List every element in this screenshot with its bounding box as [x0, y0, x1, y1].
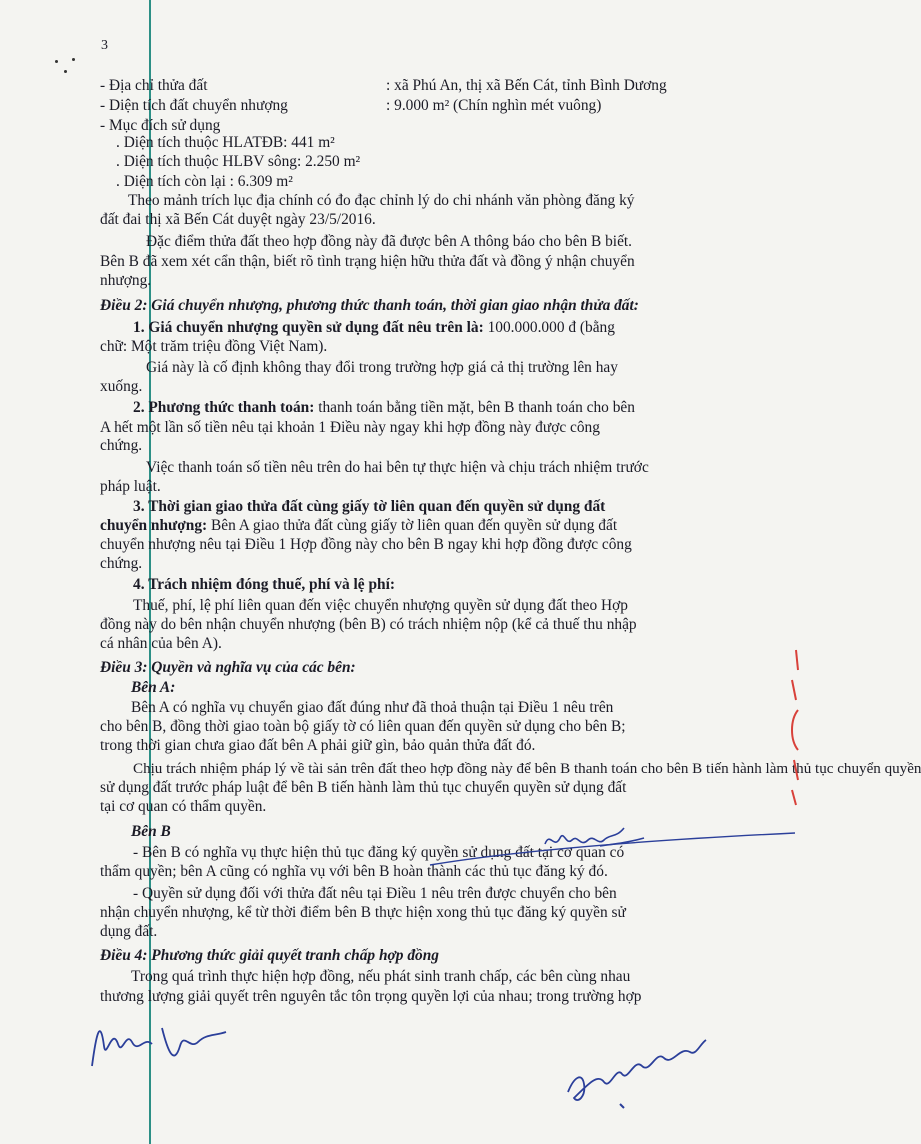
section-text: 100.000.000 đ (bằng	[483, 319, 615, 336]
article-3-heading: Điều 3: Quyền và nghĩa vụ của các bên:	[100, 659, 356, 676]
extract-paragraph: đất đai thị xã Bến Cát duyệt ngày 23/5/2016.	[100, 211, 376, 228]
section-line: Thuế, phí, lệ phí liên quan đến việc chuyển nhượng quyền sử dụng đất theo Hợp	[133, 597, 629, 614]
article-4-heading: Điều 4: Phương thức giải quyết tranh chấp hợp đồng	[100, 947, 439, 964]
section-line: Giá này là cố định không thay đổi trong trường hợp giá cả thị trường lên hay	[146, 359, 618, 376]
area-item: . Diện tích còn lại : 6.309 m²	[116, 173, 293, 190]
section-text: Bên A giao thửa đất cùng giấy tờ liên quan đến quyền sử dụng đất	[207, 517, 618, 534]
section-line: đồng này do bên nhận chuyển nhượng (bên B) có trách nhiệm nộp (kể cả thuế thu nhập	[100, 616, 637, 633]
party-a-line: Chịu trách nhiệm pháp lý về tài sản trên đất theo hợp đồng này để bên B thanh toán cho bên B tiến hành làm thủ tục chuyển quyền	[133, 761, 921, 777]
land-info-value: : xã Phú An, thị xã Bến Cát, tỉnh Bình Dương	[386, 77, 667, 94]
section-line: chuyển nhượng nêu tại Điều 1 Hợp đồng này cho bên B ngay khi hợp đồng được công	[100, 536, 632, 553]
party-a-line: tại cơ quan có thẩm quyền.	[100, 798, 267, 815]
party-a-line: Bên A có nghĩa vụ chuyển giao đất đúng như đã thoả thuận tại Điều 1 nêu trên	[131, 699, 614, 716]
party-b-line: nhận chuyển nhượng, kể từ thời điểm bên B thực hiện xong thủ tục đăng ký quyền sử	[100, 904, 626, 921]
scan-speck	[55, 60, 58, 63]
section-title: 2. Phương thức thanh toán:	[133, 399, 315, 416]
section-line: xuống.	[100, 378, 143, 395]
features-paragraph: Đặc điểm thửa đất theo hợp đồng này đã được bên A thông báo cho bên B biết.	[146, 233, 633, 250]
section-title: 1. Giá chuyển nhượng quyền sử dụng đất nêu trên là:	[133, 319, 484, 336]
land-info-label: - Mục đích sử dụng	[100, 117, 221, 134]
party-b-line: - Quyền sử dụng đối với thửa đất nêu tại Điều 1 nêu trên được chuyển cho bên	[133, 885, 617, 902]
section-line: A hết một lần số tiền nêu tại khoản 1 Điều này ngay khi hợp đồng này được công	[100, 419, 600, 436]
section-line: chứng.	[100, 555, 143, 572]
signature-stroke	[400, 825, 800, 875]
party-b-signature	[560, 1022, 710, 1112]
stamp-edge	[782, 640, 800, 810]
section-line: Việc thanh toán số tiền nêu trên do hai bên tự thực hiện và chịu trách nhiệm trước	[146, 459, 649, 476]
party-a-line: sử dụng đất trước pháp luật để bên B tiến hành làm thủ tục chuyển quyền sử dụng đất	[100, 779, 627, 796]
section-2-2	[133, 398, 635, 418]
section-line: cá nhân của bên A).	[100, 635, 222, 652]
article-4-line: Trong quá trình thực hiện hợp đồng, nếu phát sinh tranh chấp, các bên cùng nhau	[131, 968, 631, 985]
section-line: chứng.	[100, 437, 143, 454]
extract-paragraph: Theo mảnh trích lục địa chính có đo đạc chỉnh lý do chi nhánh văn phòng đăng ký	[128, 192, 635, 209]
land-info-label: - Địa chỉ thửa đất	[100, 77, 208, 94]
section-2-1	[133, 318, 615, 338]
party-a-heading: Bên A:	[131, 679, 176, 696]
land-info-value: : 9.000 m² (Chín nghìn mét vuông)	[386, 97, 602, 114]
area-item: . Diện tích thuộc HLBV sông: 2.250 m²	[116, 153, 361, 170]
features-paragraph: Bên B đã xem xét cẩn thận, biết rõ tình trạng hiện hữu thửa đất và đồng ý nhận chuyển	[100, 253, 635, 270]
party-b-line: thẩm quyền; bên A cũng có nghĩa vụ với bên B hoàn thành các thủ tục đăng ký đó.	[100, 863, 608, 880]
party-b-line: - Bên B có nghĩa vụ thực hiện thủ tục đăng ký quyền sử dụng đất tại cơ quan có	[133, 844, 625, 861]
section-title: chuyển nhượng:	[100, 517, 208, 534]
party-b-line: dụng đất.	[100, 923, 158, 940]
page-number: 3	[101, 38, 108, 53]
party-a-line: trong thời gian chưa giao đất bên A phải giữ gìn, bảo quản thửa đất đó.	[100, 737, 536, 754]
section-line: pháp luật.	[100, 478, 161, 495]
section-2-4-title: 4. Trách nhiệm đóng thuế, phí và lệ phí:	[133, 576, 395, 593]
section-text: thanh toán bằng tiền mặt, bên B thanh toán cho bên	[314, 399, 635, 416]
features-paragraph: nhượng.	[100, 272, 152, 289]
section-2-3-title: 3. Thời gian giao thửa đất cùng giấy tờ liên quan đến quyền sử dụng đất	[133, 498, 606, 515]
scan-speck	[64, 70, 67, 73]
section-line: chữ: Một trăm triệu đồng Việt Nam).	[100, 338, 328, 355]
party-b-heading: Bên B	[131, 823, 171, 840]
party-a-line: cho bên B, đồng thời giao toàn bộ giấy tờ có liên quan đến quyền sử dụng cho bên B;	[100, 718, 626, 735]
section-2-3	[100, 516, 617, 536]
scan-speck	[72, 58, 75, 61]
area-item: . Diện tích thuộc HLATĐB: 441 m²	[116, 134, 335, 151]
article-4-line: thương lượng giải quyết trên nguyên tắc tôn trọng quyền lợi của nhau; trong trường hợp	[100, 988, 642, 1005]
land-info-label: - Diện tích đất chuyển nhượng	[100, 97, 288, 114]
article-2-heading: Điều 2: Giá chuyển nhượng, phương thức thanh toán, thời gian giao nhận thửa đất:	[100, 297, 639, 314]
party-a-signature	[82, 1006, 232, 1076]
